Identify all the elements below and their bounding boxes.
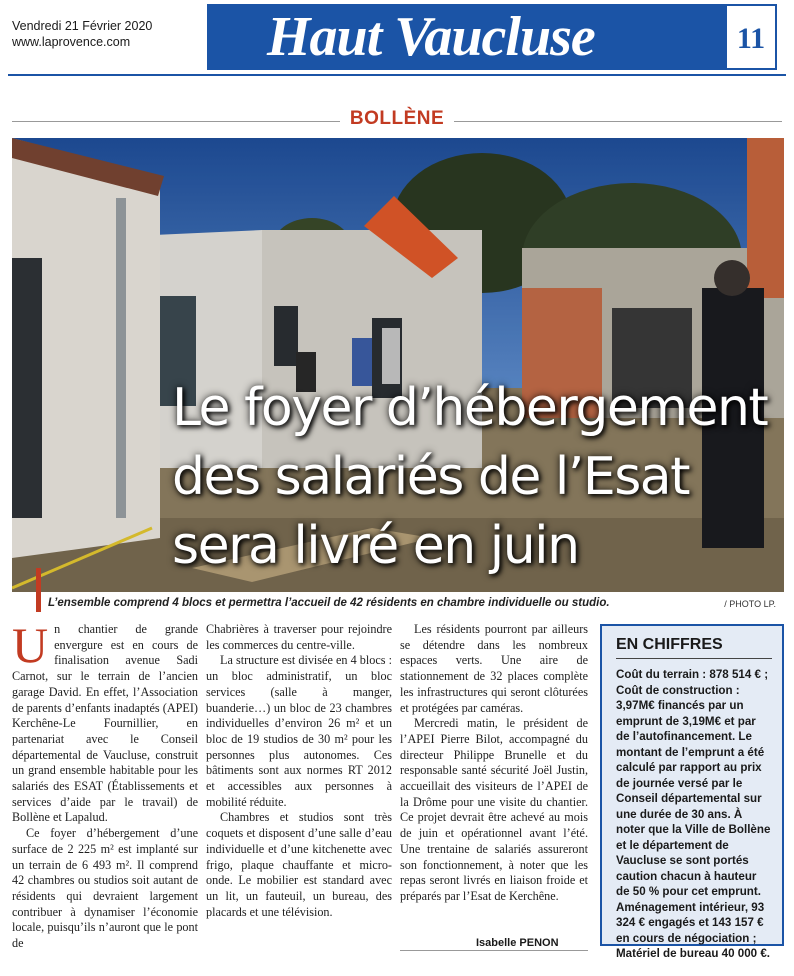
section-label: BOLLÈNE	[340, 108, 454, 130]
drop-cap: U	[12, 617, 49, 673]
section-label-wrap	[0, 108, 794, 130]
key-figures-text: Coût du terrain : 878 514 € ; Coût de construction : 3,97M€ financés par un emprunt de 3,19M€ et par de l’autofinancement. Le montant de l’emprunt a été calculé par rapport au prix de journée versé par le Conseil départemental sur une durée de 30 ans. À noter que la Ville de Bollène et le département de Vaucluse se sont portés caution chacun à hauteur de 50 % pour cet emprunt. Aménagement intérieur, 93 324 € engagés et 143 157 € en cours de négociation ; Matériel de bureau 40 000 €.	[616, 668, 771, 960]
issue-date: Vendredi 21 Février 2020	[12, 19, 153, 33]
article-column-3	[400, 622, 588, 905]
paragraph: Les résidents pourront par ailleurs se détendre dans les nombreux espaces verts. Une aire de stationnement de 32 places complète les infrastructures qui seront clôturées et protégées par caméras.	[400, 622, 588, 715]
section-banner	[207, 4, 777, 70]
paragraph: Chambres et studios sont très coquets et disposent d’une salle d’eau individuelle et d’une kitchenette avec frigo, plaque chauffante et micro-onde. Le mobilier est standard avec un lit, un fauteuil, un bureau, des placards et une télévision.	[206, 810, 392, 919]
paragraph: Ce foyer d’hébergement d’une surface de 2 225 m² est implanté sur un terrain de 6 493 m². Il comprend 42 chambres ou studios soit autant de résidents qui devraient largement contribuer à dynamiser l’économie locale, puisqu’ils n’auront que le pont de	[12, 826, 198, 951]
article-column-1	[12, 617, 198, 952]
paragraph	[12, 617, 198, 826]
caption-accent-bar	[36, 568, 41, 612]
photo-credit: / PHOTO LP.	[724, 599, 776, 609]
page-number: 11	[725, 4, 777, 70]
paragraph: Chabrières à traverser pour rejoindre les commerces du centre-ville.	[206, 622, 392, 652]
website-url: www.laprovence.com	[12, 35, 131, 49]
author-byline: Isabelle PENON	[476, 937, 559, 949]
paragraph: Mercredi matin, le président de l’APEI Pierre Bilot, accompagné du directeur Philippe Brunelle et du responsable santé sécurité Joël Justin, accueillait des visiteurs de l’APEI de la Drôme pour une visite du chantier. Ce projet devrait être achevé au mois de juin et opérationnel avant l’été. Une trentaine de salariés assureront son fonctionnement, à noter que les repas seront livrés en liaison froide et préparés par l’Esat de Kerchêne.	[400, 716, 588, 903]
key-figures-rule	[616, 658, 772, 659]
masthead-rule	[8, 74, 786, 76]
headline	[172, 374, 772, 581]
masthead-date-block	[12, 18, 152, 50]
paragraph-text: n chantier de grande envergure est en cours de finalisation avenue Sadi Carnot, sur le terrain de l’ancien garage David. En effet, l’Association de parents d’enfants inadaptés (APEI) Kerchêne-Le Fournillier, en partenariat avec le Conseil départemental de Vaucluse, construit un grand ensemble habitable pour les salariés des ESAT (Établissements et services d’aide par le travail) de Bollène et Lapalud.	[12, 622, 198, 825]
byline-rule	[400, 950, 588, 951]
key-figures-box	[600, 624, 784, 960]
headline-line-3: sera livré en juin	[172, 516, 579, 576]
banner-title: Haut Vaucluse	[267, 6, 595, 68]
article-column-2	[206, 622, 392, 920]
paragraph: La structure est divisée en 4 blocs : un bloc administratif, un bloc services (salle à manger, buanderie…) un bloc de 23 chambres individuelles d’environ 26 m² et un bloc de 19 studios de 30 m² pour les personnes plus autonomes. Ces bâtiments sont aux normes RT 2012 et accessibles aux personnes à mobilité réduite.	[206, 653, 392, 809]
photo-caption: L’ensemble comprend 4 blocs et permettra l’accueil de 42 résidents en chambre individuelle ou studio.	[48, 597, 610, 609]
article-photo	[12, 138, 784, 592]
headline-line-2: des salariés de l’Esat	[172, 447, 690, 507]
headline-line-1: Le foyer d’hébergement	[172, 378, 768, 438]
key-figures-title: EN CHIFFRES	[616, 636, 723, 653]
